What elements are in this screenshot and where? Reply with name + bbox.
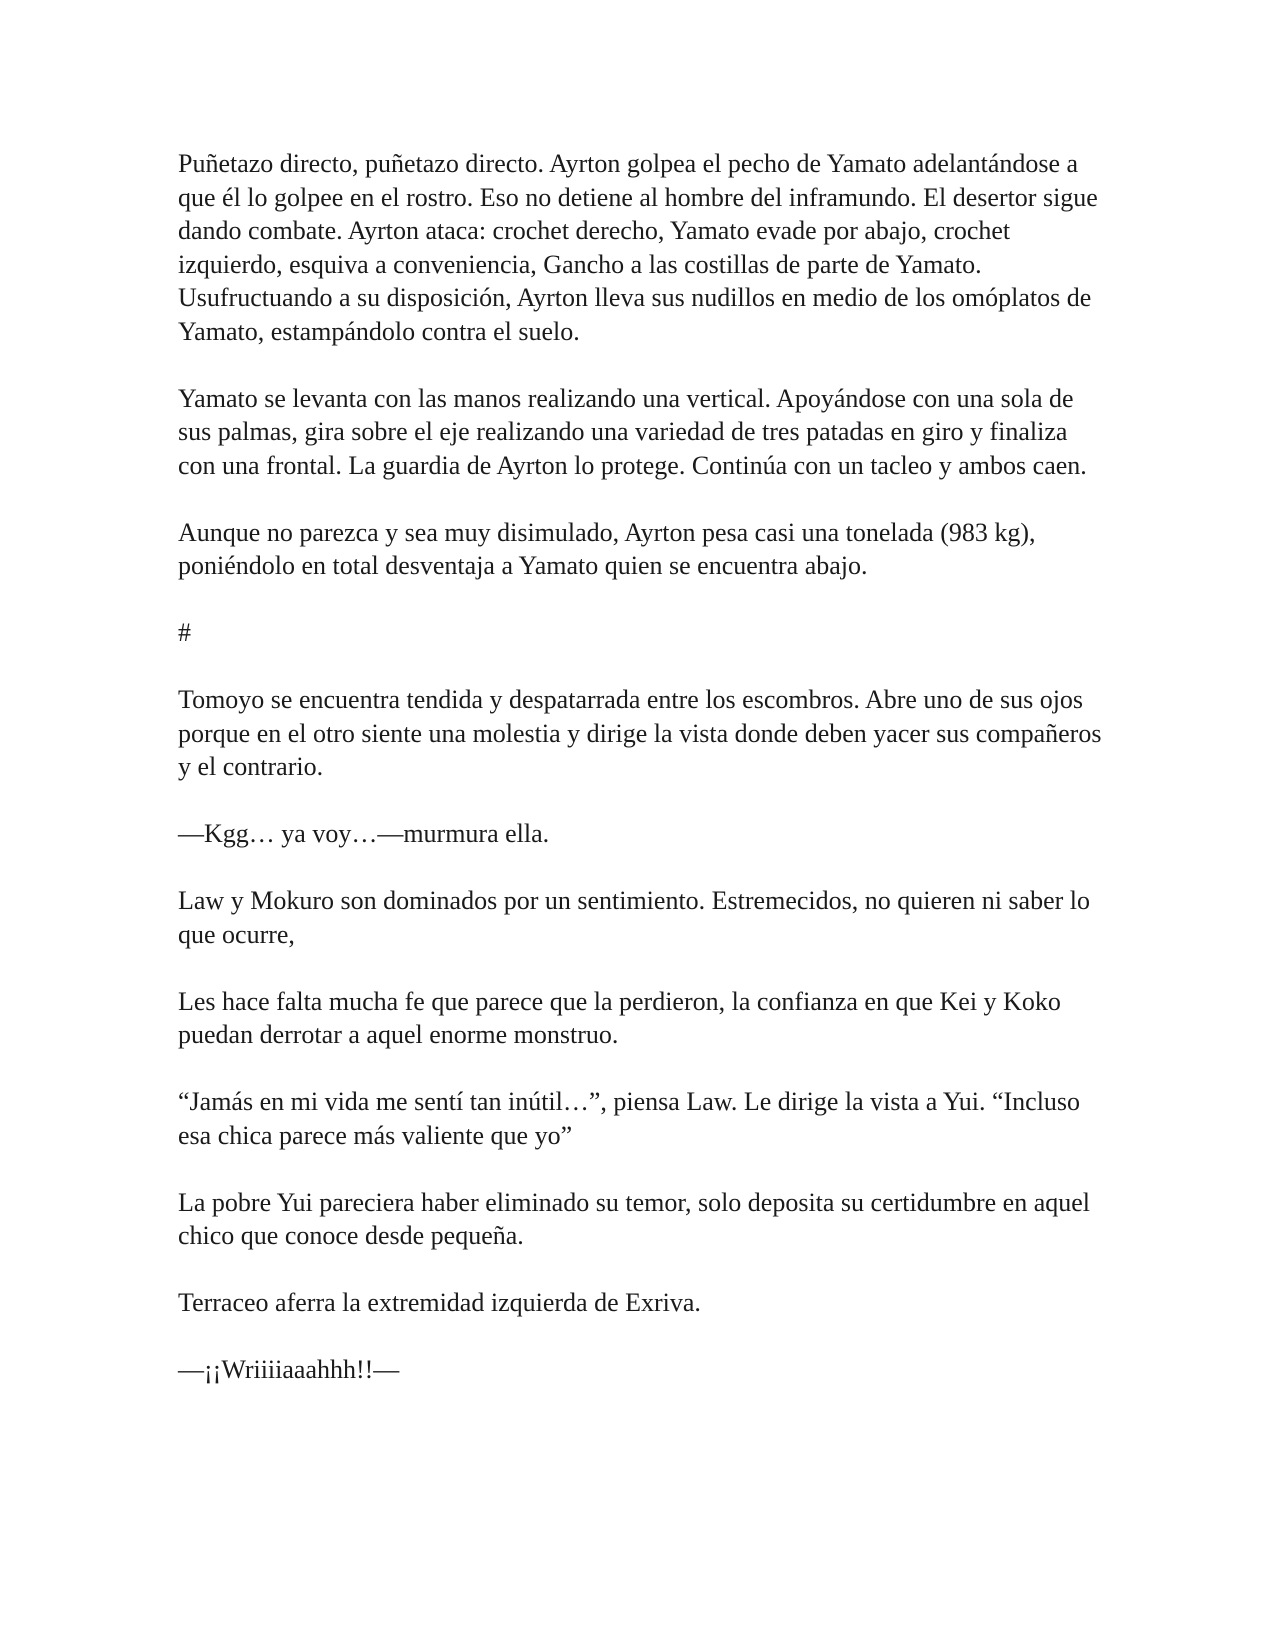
paragraph: Les hace falta mucha fe que parece que la perdieron, la confianza en que Kei y Koko puedan derrotar a aquel enorme monstruo.: [178, 986, 1061, 1049]
paragraph: “Jamás en mi vida me sentí tan inútil…”, piensa Law. Le dirige la vista a Yui. “Incluso esa chica parece más valiente que yo”: [178, 1087, 1081, 1150]
document-body: [178, 147, 1108, 1420]
paragraph: Puñetazo directo, puñetazo directo. Ayrton golpea el pecho de Yamato adelantándose a que él lo golpee en el rostro. Eso no detiene al hombre del inframundo. El desertor sigue dando combate. Ayrton ataca: crochet derecho, Yamato evade por abajo, crochet izquierdo, esquiva a conveniencia, Gancho a las costillas de parte de Yamato. Usufructuando a su disposición, Ayrton lleva sus nudillos en medio de los omóplatos de Yamato, estampándolo contra el suelo.: [178, 149, 1098, 346]
paragraph: La pobre Yui pareciera haber eliminado su temor, solo deposita su certidumbre en aquel chico que conoce desde pequeña.: [178, 1187, 1091, 1250]
paragraph: Law y Mokuro son dominados por un sentimiento. Estremecidos, no quieren ni saber lo que ocurre,: [178, 886, 1091, 949]
paragraph: Aunque no parezca y sea muy disimulado, Ayrton pesa casi una tonelada (983 kg), poniéndolo en total desventaja a Yamato quien se encuentra abajo.: [178, 517, 1036, 580]
dialogue-line: —Kgg… ya voy…—murmura ella.: [178, 819, 550, 848]
section-break: #: [178, 618, 191, 647]
paragraph: Tomoyo se encuentra tendida y despatarrada entre los escombros. Abre uno de sus ojos porque en el otro siente una molestia y dirige la vista donde deben yacer sus compañeros y el contrario.: [178, 685, 1102, 781]
paragraph: Yamato se levanta con las manos realizando una vertical. Apoyándose con una sola de sus palmas, gira sobre el eje realizando una variedad de tres patadas en giro y finaliza con una frontal. La guardia de Ayrton lo protege. Continúa con un tacleo y ambos caen.: [178, 383, 1087, 480]
dialogue-line: —¡¡Wriiiiaaahhh!!—: [178, 1355, 400, 1384]
paragraph: Terraceo aferra la extremidad izquierda de Exriva.: [178, 1288, 701, 1317]
